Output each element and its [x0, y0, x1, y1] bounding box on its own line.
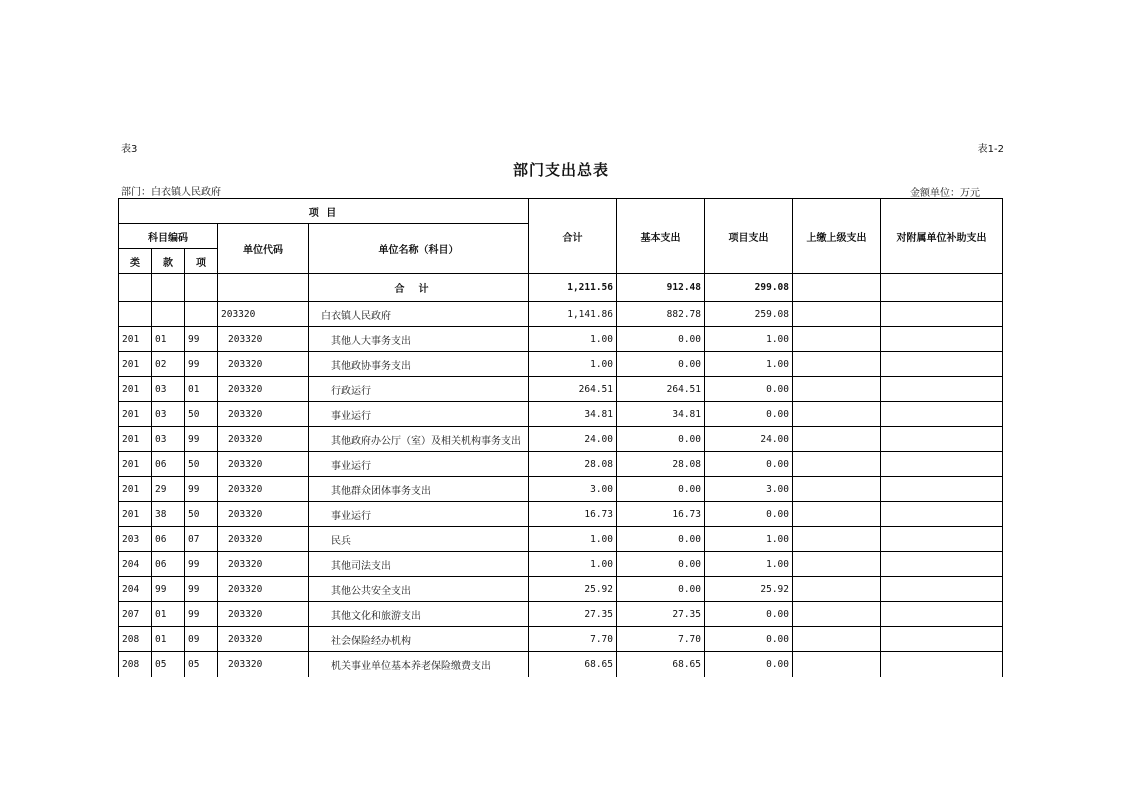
subject-name-cell: 其他政协事务支出: [309, 352, 529, 377]
subject-name-cell: 其他文化和旅游支出: [309, 602, 529, 627]
xiang-cell: 99: [185, 352, 218, 377]
total-cell: 7.70: [529, 627, 617, 652]
lei-cell: 201: [119, 452, 152, 477]
kuan-cell: 01: [152, 627, 185, 652]
lei-cell: 201: [119, 402, 152, 427]
upper-level-cell: [793, 627, 881, 652]
upper-level-cell: [793, 452, 881, 477]
subject-name-cell: 其他公共安全支出: [309, 577, 529, 602]
basic-cell: 34.81: [617, 402, 705, 427]
subsidy-cell: [881, 602, 1003, 627]
total-cell: 28.08: [529, 452, 617, 477]
upper-level-cell: [793, 502, 881, 527]
basic-cell: 0.00: [617, 552, 705, 577]
unit-row-code: 203320: [218, 302, 309, 327]
subsidy-cell: [881, 627, 1003, 652]
upper-level-cell: [793, 552, 881, 577]
page-title: 部门支出总表: [512, 161, 609, 179]
total-cell: 1.00: [529, 552, 617, 577]
xiang-cell: 09: [185, 627, 218, 652]
table-row: [119, 477, 1003, 502]
subject-name-cell: 其他人大事务支出: [309, 327, 529, 352]
xiang-cell: 99: [185, 577, 218, 602]
kuan-header: 款: [152, 249, 185, 274]
table-row: [119, 402, 1003, 427]
total-cell: 264.51: [529, 377, 617, 402]
basic-cell: 68.65: [617, 652, 705, 678]
total-cell: 68.65: [529, 652, 617, 678]
unit-code-cell: 203320: [218, 452, 309, 477]
project-cell: 3.00: [705, 477, 793, 502]
basic-cell: 264.51: [617, 377, 705, 402]
project-cell: 0.00: [705, 452, 793, 477]
project-cell: 25.92: [705, 577, 793, 602]
basic-cell: 0.00: [617, 327, 705, 352]
kuan-cell: 06: [152, 452, 185, 477]
subject-name-cell: 事业运行: [309, 452, 529, 477]
basic-cell: 0.00: [617, 577, 705, 602]
upper-level-cell: [793, 577, 881, 602]
unit-code-cell: 203320: [218, 327, 309, 352]
xiang-cell: 99: [185, 552, 218, 577]
basic-cell: 28.08: [617, 452, 705, 477]
subject-name-cell: 其他政府办公厅（室）及相关机构事务支出: [309, 427, 529, 452]
kuan-cell: 06: [152, 552, 185, 577]
project-cell: 0.00: [705, 602, 793, 627]
upper-level-cell: [793, 402, 881, 427]
subsidy-cell: [881, 352, 1003, 377]
kuan-cell: 01: [152, 602, 185, 627]
total-cell: 1.00: [529, 527, 617, 552]
project-cell: 24.00: [705, 427, 793, 452]
kuan-cell: 38: [152, 502, 185, 527]
lei-cell: 208: [119, 652, 152, 678]
kuan-cell: 03: [152, 427, 185, 452]
unit-code-cell: 203320: [218, 427, 309, 452]
lei-cell: 201: [119, 502, 152, 527]
total-cell: 34.81: [529, 402, 617, 427]
unit-code-cell: 203320: [218, 602, 309, 627]
project-cell: 1.00: [705, 327, 793, 352]
project-cell: 1.00: [705, 352, 793, 377]
total-cell: 3.00: [529, 477, 617, 502]
kuan-cell: 06: [152, 527, 185, 552]
kuan-cell: 01: [152, 327, 185, 352]
unit-code-cell: 203320: [218, 377, 309, 402]
lei-cell: 201: [119, 377, 152, 402]
total-column-header: 合计: [529, 199, 617, 274]
basic-cell: 7.70: [617, 627, 705, 652]
department-label: 部门：白衣镇人民政府: [121, 187, 221, 198]
subject-name-cell: 其他司法支出: [309, 552, 529, 577]
xiang-cell: 99: [185, 327, 218, 352]
subsidy-cell: [881, 327, 1003, 352]
total-cell: 24.00: [529, 427, 617, 452]
total-cell: 16.73: [529, 502, 617, 527]
kuan-cell: 02: [152, 352, 185, 377]
expenditure-table: [118, 198, 1003, 677]
subsidy-cell: [881, 452, 1003, 477]
subsidy-cell: [881, 527, 1003, 552]
project-cell: 1.00: [705, 527, 793, 552]
lei-cell: 201: [119, 427, 152, 452]
project-cell: 0.00: [705, 402, 793, 427]
unit-code-cell: 203320: [218, 527, 309, 552]
project-cell: 0.00: [705, 502, 793, 527]
xiang-cell: 50: [185, 502, 218, 527]
lei-cell: 201: [119, 477, 152, 502]
xiang-cell: 99: [185, 477, 218, 502]
xiang-cell: 99: [185, 602, 218, 627]
upper-level-cell: [793, 377, 881, 402]
basic-cell: 0.00: [617, 427, 705, 452]
subsidy-expenditure-header: 对附属单位补助支出: [881, 199, 1003, 274]
kuan-cell: 03: [152, 377, 185, 402]
subsidy-cell: [881, 402, 1003, 427]
project-cell: 0.00: [705, 627, 793, 652]
table-row: [119, 577, 1003, 602]
lei-cell: 201: [119, 327, 152, 352]
subject-name-cell: 民兵: [309, 527, 529, 552]
amount-unit-label: 金额单位：万元: [910, 188, 980, 199]
project-expenditure-header: 项目支出: [705, 199, 793, 274]
unit-code-cell: 203320: [218, 627, 309, 652]
xiang-cell: 99: [185, 427, 218, 452]
unit-name-header: 单位名称（科目）: [309, 224, 529, 274]
unit-row-basic: 882.78: [617, 302, 705, 327]
table-row: [119, 452, 1003, 477]
upper-level-cell: [793, 652, 881, 678]
total-row-label: 合计: [309, 274, 529, 302]
total-basic-amount: 912.48: [617, 274, 705, 302]
lei-header: 类: [119, 249, 152, 274]
xiang-header: 项: [185, 249, 218, 274]
table-row: [119, 427, 1003, 452]
subject-name-cell: 事业运行: [309, 402, 529, 427]
subsidy-cell: [881, 377, 1003, 402]
kuan-cell: 99: [152, 577, 185, 602]
upper-level-cell: [793, 477, 881, 502]
basic-expenditure-header: 基本支出: [617, 199, 705, 274]
xiang-cell: 01: [185, 377, 218, 402]
unit-code-header: 单位代码: [218, 224, 309, 274]
project-header: 项 目: [119, 199, 529, 224]
basic-cell: 0.00: [617, 477, 705, 502]
upper-level-cell: [793, 427, 881, 452]
subject-name-cell: 事业运行: [309, 502, 529, 527]
table-row: [119, 527, 1003, 552]
project-cell: 1.00: [705, 552, 793, 577]
unit-code-cell: 203320: [218, 477, 309, 502]
xiang-cell: 50: [185, 452, 218, 477]
unit-code-cell: 203320: [218, 552, 309, 577]
table-row: [119, 352, 1003, 377]
subject-name-cell: 其他群众团体事务支出: [309, 477, 529, 502]
table-code-label: 表1-2: [977, 144, 1004, 155]
total-row: [119, 274, 1003, 302]
upper-level-cell: [793, 327, 881, 352]
total-cell: 27.35: [529, 602, 617, 627]
table-row: [119, 327, 1003, 352]
subject-name-cell: 机关事业单位基本养老保险缴费支出: [309, 652, 529, 678]
basic-cell: 27.35: [617, 602, 705, 627]
upper-level-cell: [793, 602, 881, 627]
unit-row: [119, 302, 1003, 327]
subsidy-cell: [881, 477, 1003, 502]
basic-cell: 16.73: [617, 502, 705, 527]
subject-name-cell: 社会保险经办机构: [309, 627, 529, 652]
xiang-cell: 05: [185, 652, 218, 678]
total-cell: 25.92: [529, 577, 617, 602]
project-cell: 0.00: [705, 652, 793, 678]
project-cell: 0.00: [705, 377, 793, 402]
lei-cell: 204: [119, 577, 152, 602]
lei-cell: 203: [119, 527, 152, 552]
xiang-cell: 07: [185, 527, 218, 552]
subject-code-header: 科目编码: [119, 224, 218, 249]
table-row: [119, 627, 1003, 652]
upper-level-cell: [793, 352, 881, 377]
total-amount: 1,211.56: [529, 274, 617, 302]
upper-level-cell: [793, 527, 881, 552]
kuan-cell: 29: [152, 477, 185, 502]
total-project-amount: 299.08: [705, 274, 793, 302]
table-row: [119, 552, 1003, 577]
kuan-cell: 03: [152, 402, 185, 427]
total-cell: 1.00: [529, 352, 617, 377]
table-number-label: 表3: [121, 144, 138, 155]
lei-cell: 201: [119, 352, 152, 377]
unit-code-cell: 203320: [218, 402, 309, 427]
table-row: [119, 377, 1003, 402]
unit-row-name: 白衣镇人民政府: [309, 302, 529, 327]
unit-code-cell: 203320: [218, 577, 309, 602]
table-row: [119, 652, 1003, 678]
unit-row-total: 1,141.86: [529, 302, 617, 327]
unit-code-cell: 203320: [218, 502, 309, 527]
unit-code-cell: 203320: [218, 652, 309, 678]
subsidy-cell: [881, 502, 1003, 527]
subsidy-cell: [881, 577, 1003, 602]
lei-cell: 208: [119, 627, 152, 652]
lei-cell: 207: [119, 602, 152, 627]
upper-level-expenditure-header: 上缴上级支出: [793, 199, 881, 274]
table-row: [119, 602, 1003, 627]
table-row: [119, 502, 1003, 527]
lei-cell: 204: [119, 552, 152, 577]
basic-cell: 0.00: [617, 352, 705, 377]
unit-code-cell: 203320: [218, 352, 309, 377]
total-cell: 1.00: [529, 327, 617, 352]
unit-row-project: 259.08: [705, 302, 793, 327]
kuan-cell: 05: [152, 652, 185, 678]
subsidy-cell: [881, 552, 1003, 577]
subsidy-cell: [881, 652, 1003, 678]
subsidy-cell: [881, 427, 1003, 452]
subject-name-cell: 行政运行: [309, 377, 529, 402]
basic-cell: 0.00: [617, 527, 705, 552]
xiang-cell: 50: [185, 402, 218, 427]
